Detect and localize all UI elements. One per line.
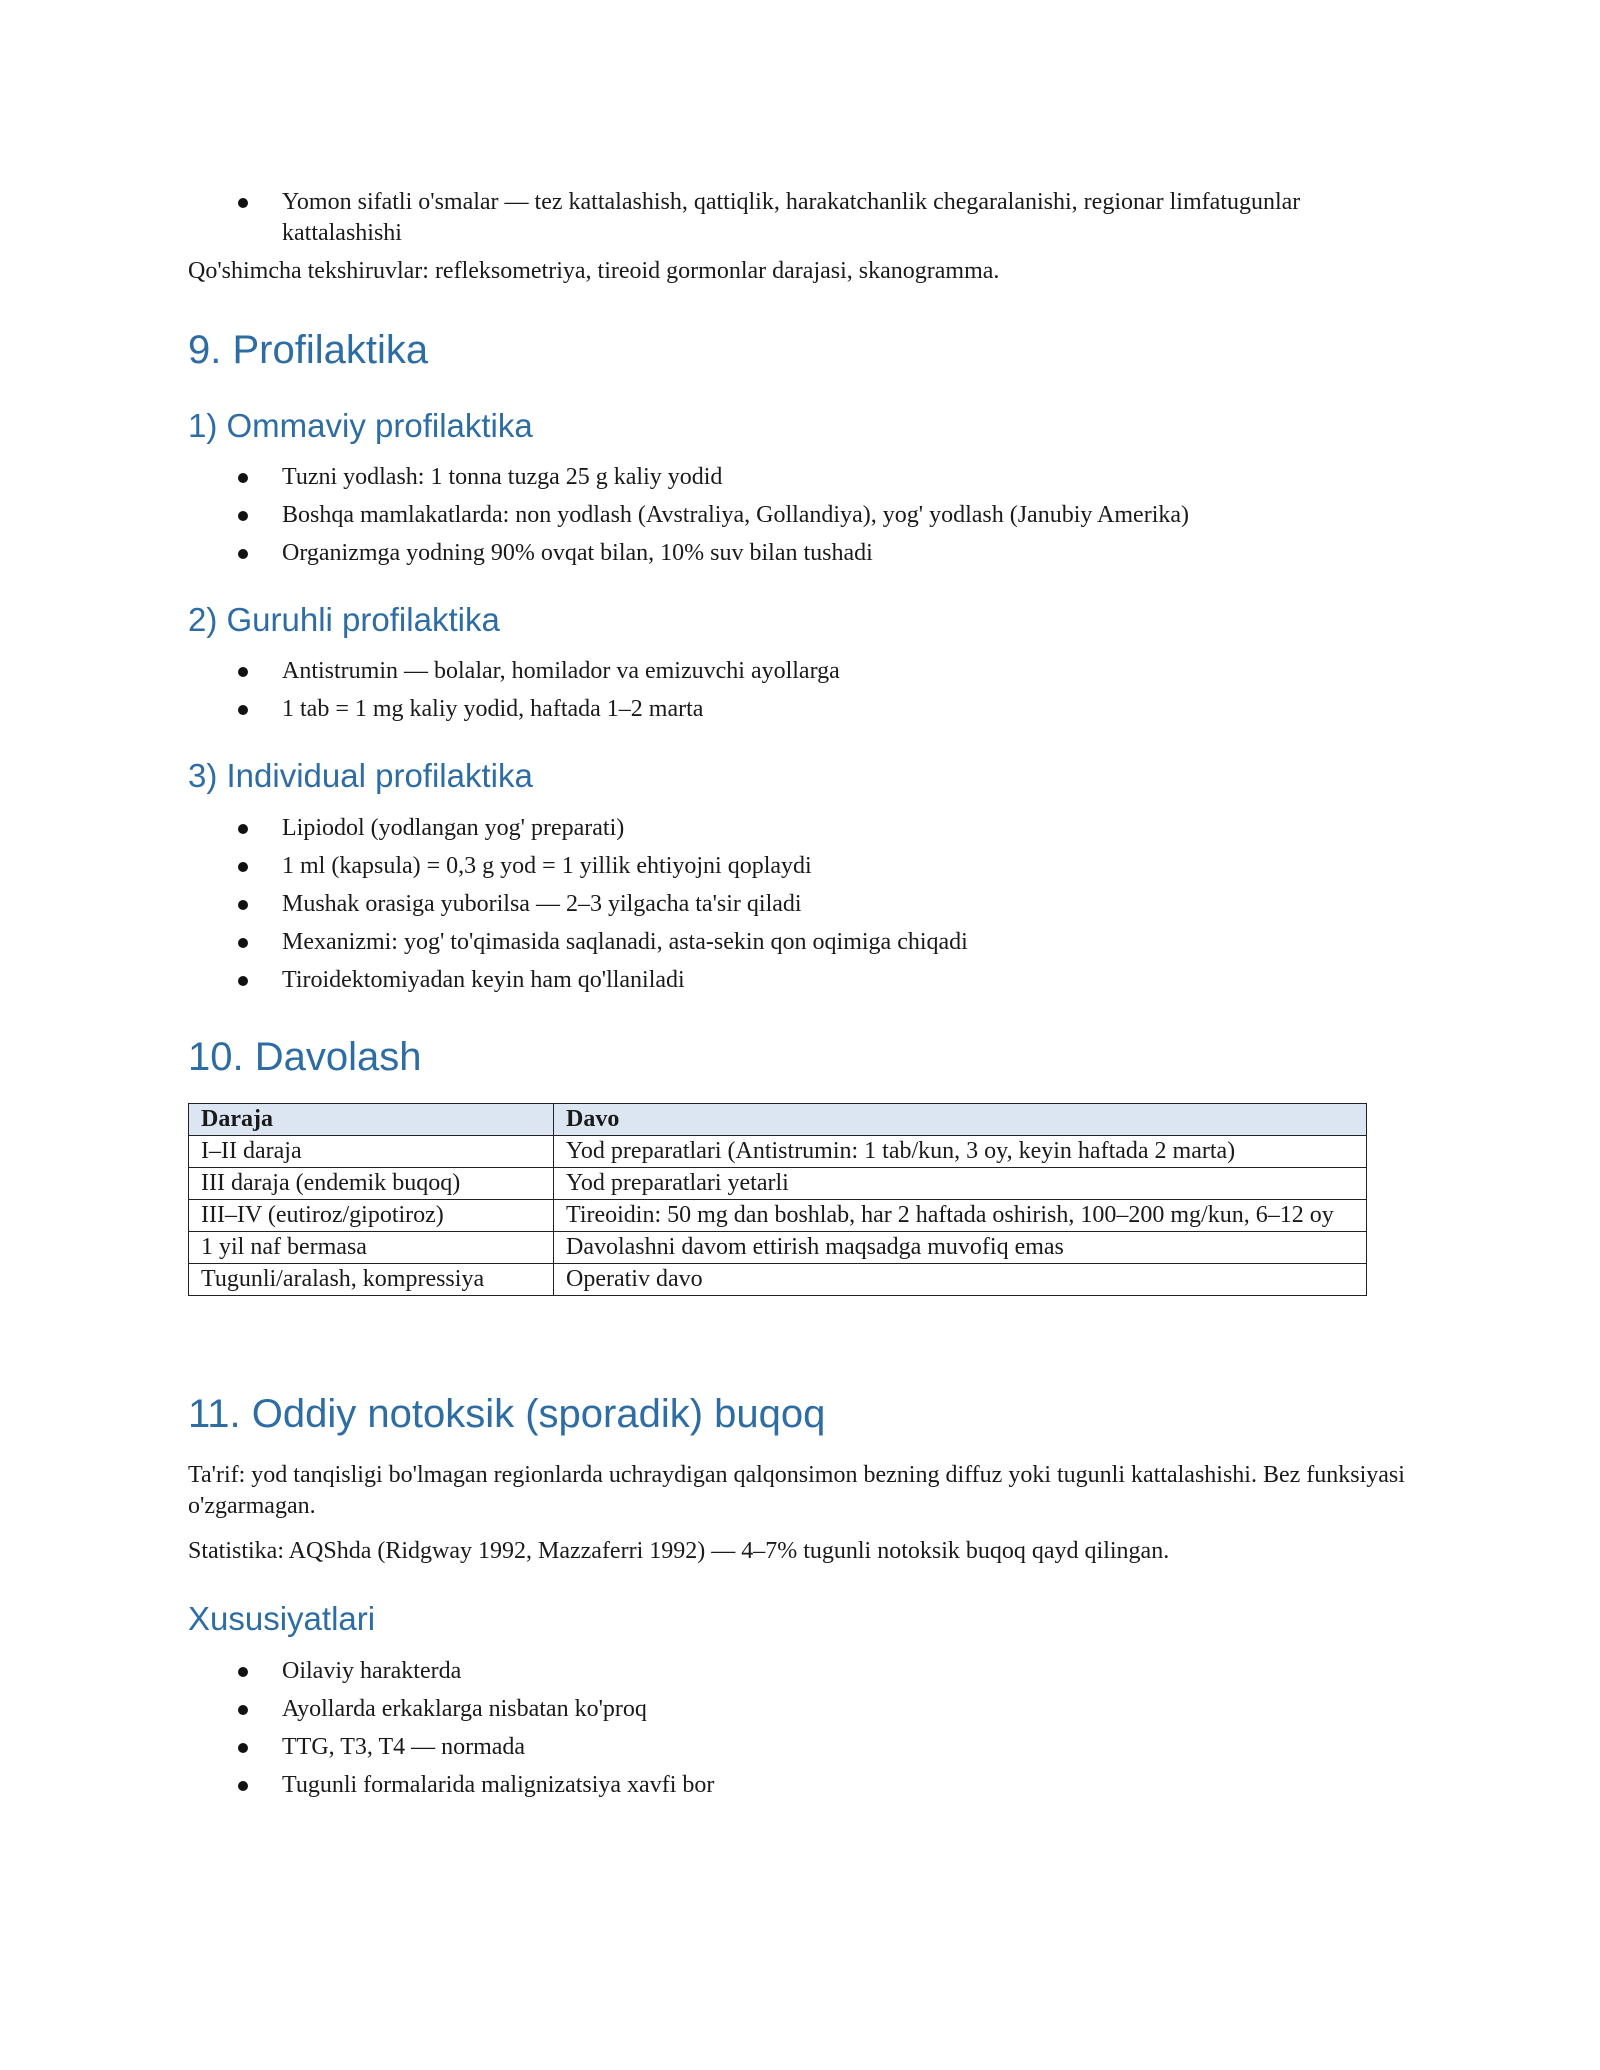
list-item: Tugunli formalarida malignizatsiya xavfi bor	[188, 1766, 1422, 1804]
mass-prophylaxis-list	[188, 458, 1422, 572]
list-item: Tuzni yodlash: 1 tonna tuzga 25 g kaliy yodid	[188, 458, 1422, 496]
features-list	[188, 1652, 1422, 1804]
treatment-table	[188, 1103, 1367, 1296]
table-cell: 1 yil naf bermasa	[189, 1232, 554, 1264]
list-item: TTG, T3, T4 — normada	[188, 1728, 1422, 1766]
section-9-heading: 9. Profilaktika	[188, 328, 429, 372]
table-cell: Davolashni davom ettirish maqsadga muvofiq emas	[554, 1232, 1367, 1264]
list-item: Mushak orasiga yuborilsa — 2–3 yilgacha ta'sir qiladi	[188, 885, 1422, 923]
column-header-treatment: Davo	[554, 1104, 1367, 1136]
list-item: Yomon sifatli o'smalar — tez kattalashish, qattiqlik, harakatchanlik chegaralanishi, regionar limfatugunlar kattalashishi	[188, 187, 1422, 249]
definition-paragraph: Ta'rif: yod tanqisligi bo'lmagan regionlarda uchraydigan qalqonsimon bezning diffuz yoki tugunli kattalashishi. Bez funksiyasi o'zgarmagan.	[188, 1462, 1405, 1519]
group-prophylaxis-heading: 2) Guruhli profilaktika	[188, 601, 500, 638]
table-cell: Yod preparatlari yetarli	[554, 1168, 1367, 1200]
table-cell: I–II daraja	[189, 1136, 554, 1168]
table-row	[189, 1200, 1367, 1232]
table-cell: Tireoidin: 50 mg dan boshlab, har 2 haftada oshirish, 100–200 mg/kun, 6–12 oy	[554, 1200, 1367, 1232]
statistics-paragraph: Statistika: AQShda (Ridgway 1992, Mazzaferri 1992) — 4–7% tugunli notoksik buqoq qayd qilingan.	[188, 1538, 1170, 1564]
table-cell: Operativ davo	[554, 1264, 1367, 1296]
table-cell: III daraja (endemik buqoq)	[189, 1168, 554, 1200]
list-item: 1 tab = 1 mg kaliy yodid, haftada 1–2 marta	[188, 690, 1422, 728]
list-item: Organizmga yodning 90% ovqat bilan, 10% suv bilan tushadi	[188, 534, 1422, 572]
individual-prophylaxis-list	[188, 809, 1422, 999]
table-cell: Yod preparatlari (Antistrumin: 1 tab/kun, 3 oy, keyin haftada 2 marta)	[554, 1136, 1367, 1168]
section-11-heading: 11. Oddiy notoksik (sporadik) buqoq	[188, 1392, 826, 1436]
table-row	[189, 1232, 1367, 1264]
list-item: Mexanizmi: yog' to'qimasida saqlanadi, asta-sekin qon oqimiga chiqadi	[188, 923, 1422, 961]
list-item: Boshqa mamlakatlarda: non yodlash (Avstraliya, Gollandiya), yog' yodlash (Janubiy Amerika)	[188, 496, 1422, 534]
malignant-tumor-list	[188, 187, 1422, 249]
table-cell: III–IV (eutiroz/gipotiroz)	[189, 1200, 554, 1232]
table-cell: Tugunli/aralash, kompressiya	[189, 1264, 554, 1296]
list-item: Ayollarda erkaklarga nisbatan ko'proq	[188, 1690, 1422, 1728]
list-item: Tiroidektomiyadan keyin ham qo'llaniladi	[188, 961, 1422, 999]
table-row	[189, 1264, 1367, 1296]
individual-prophylaxis-heading: 3) Individual profilaktika	[188, 757, 533, 794]
list-item: Antistrumin — bolalar, homilador va emizuvchi ayollarga	[188, 652, 1422, 690]
table-row	[189, 1168, 1367, 1200]
table-header-row	[189, 1104, 1367, 1136]
table-row	[189, 1136, 1367, 1168]
features-heading: Xususiyatlari	[188, 1600, 376, 1637]
group-prophylaxis-list	[188, 652, 1422, 728]
mass-prophylaxis-heading: 1) Ommaviy profilaktika	[188, 407, 533, 444]
list-item: 1 ml (kapsula) = 0,3 g yod = 1 yillik ehtiyojni qoplaydi	[188, 847, 1422, 885]
list-item: Oilaviy harakterda	[188, 1652, 1422, 1690]
column-header-grade: Daraja	[189, 1104, 554, 1136]
extra-tests-paragraph: Qo'shimcha tekshiruvlar: refleksometriya, tireoid gormonlar darajasi, skanogramma.	[188, 258, 1000, 284]
list-item: Lipiodol (yodlangan yog' preparati)	[188, 809, 1422, 847]
section-10-heading: 10. Davolash	[188, 1035, 422, 1079]
